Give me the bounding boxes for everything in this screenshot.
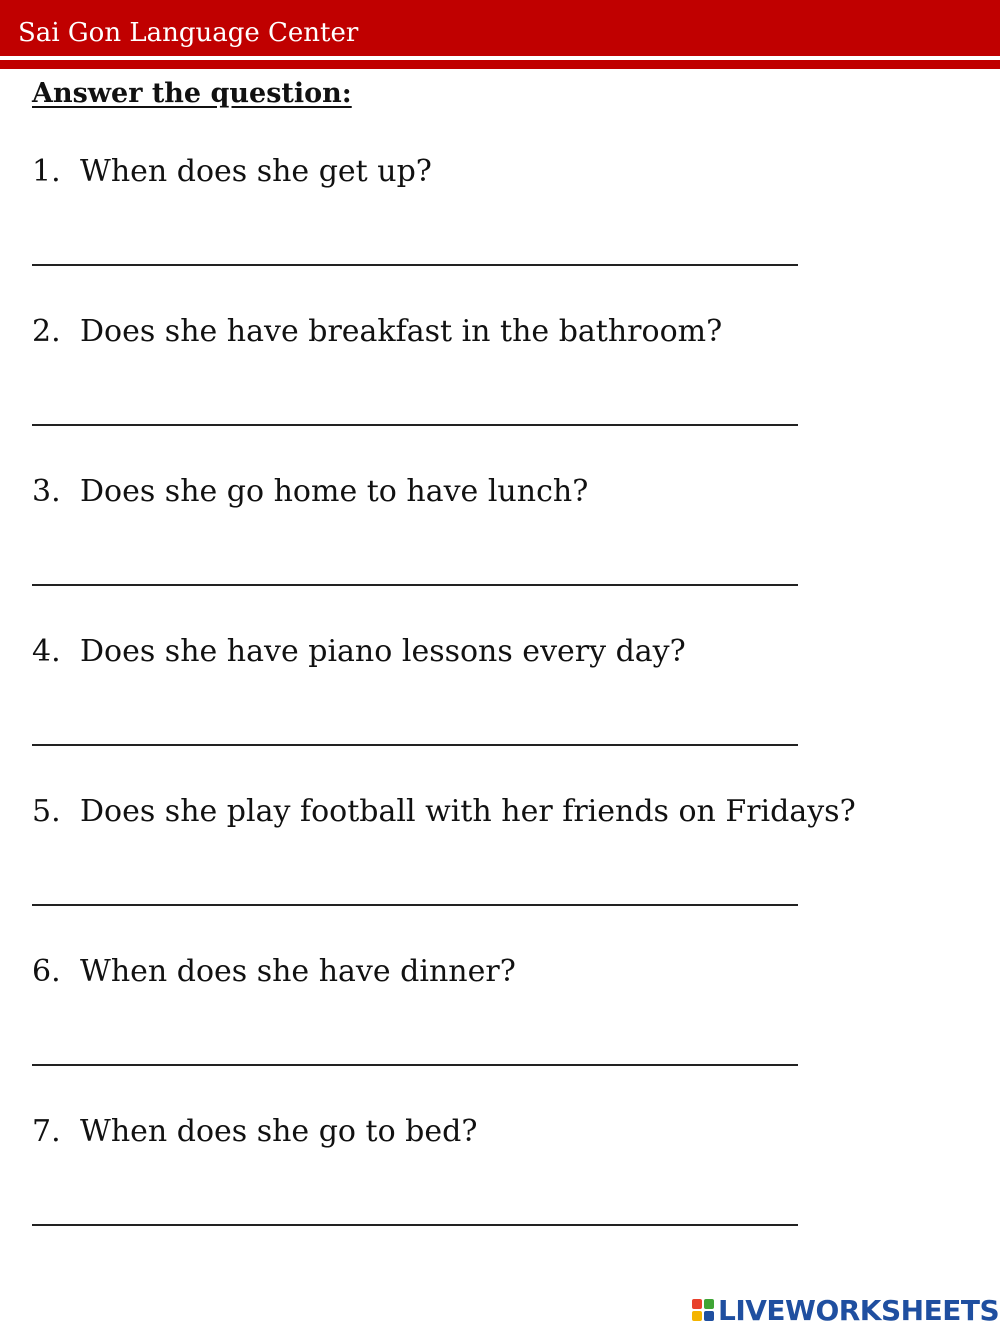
liveworksheets-logo [692, 1290, 999, 1330]
answer-line-5[interactable] [32, 904, 798, 906]
question-2 [32, 312, 722, 352]
question-number: 1. [32, 154, 61, 189]
question-number: 5. [32, 794, 61, 829]
liveworksheets-logo-icon [692, 1299, 714, 1321]
question-4 [32, 632, 686, 672]
question-text: Does she have breakfast in the bathroom? [80, 314, 723, 349]
answer-line-6[interactable] [32, 1064, 798, 1066]
question-text: When does she have dinner? [80, 954, 516, 989]
question-number: 2. [32, 314, 61, 349]
header-title: Sai Gon Language Center [18, 18, 359, 48]
question-text: When does she get up? [80, 154, 432, 189]
question-7 [32, 1112, 477, 1152]
header-stripe [0, 60, 1000, 69]
question-text: Does she have piano lessons every day? [80, 634, 686, 669]
question-3 [32, 472, 588, 512]
question-text: Does she go home to have lunch? [80, 474, 589, 509]
question-number: 4. [32, 634, 61, 669]
question-number: 6. [32, 954, 61, 989]
section-heading: Answer the question: [32, 78, 352, 109]
question-1 [32, 152, 432, 192]
answer-line-3[interactable] [32, 584, 798, 586]
question-number: 7. [32, 1114, 61, 1149]
answer-line-7[interactable] [32, 1224, 798, 1226]
answer-line-4[interactable] [32, 744, 798, 746]
answer-line-1[interactable] [32, 264, 798, 266]
question-number: 3. [32, 474, 61, 509]
question-5 [32, 792, 856, 832]
logo-text: LIVEWORKSHEETS [718, 1293, 1000, 1327]
question-6 [32, 952, 516, 992]
question-text: When does she go to bed? [80, 1114, 478, 1149]
answer-line-2[interactable] [32, 424, 798, 426]
question-text: Does she play football with her friends on Fridays? [80, 794, 856, 829]
header-bar [0, 0, 1000, 56]
